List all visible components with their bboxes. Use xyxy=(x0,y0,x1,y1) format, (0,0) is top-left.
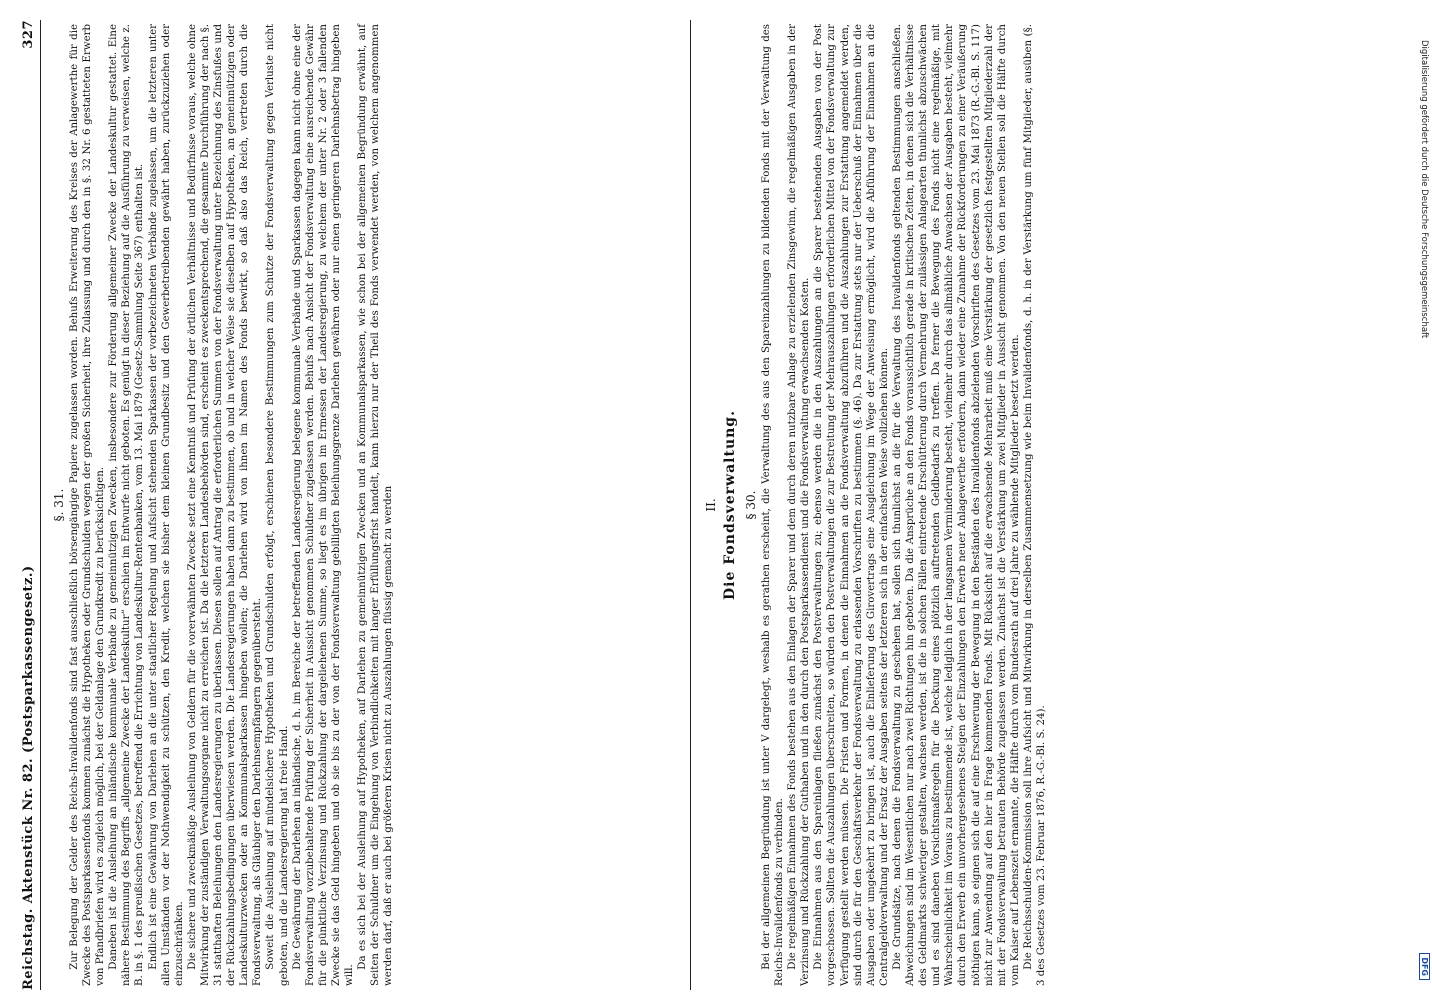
section-title: Die Fondsverwaltung. xyxy=(722,410,738,600)
running-head-left: Reichstag. Aktenstück Nr. 82. (Postsparkassengesetz.) xyxy=(20,565,36,990)
footer-text: Digitalisierung gefördert durch die Deutsche Forschungsgemeinschaft xyxy=(1419,40,1430,339)
page-number: 327 xyxy=(20,20,36,49)
paragraph: Die sichere und zweckmäßige Ausleihung von Geldern für die vorerwähnten Zwecke setzt eine Kenntniß und Prüfung der örtlichen Verhältnisse und Bedürfnisse voraus, welche ohne Mitwirkung der zuständigen Verwaltungsorgane nicht zu erreichen ist. Da die letzteren Landesbehörden sind, erscheint es zweckentsprechend, die gesammte Durchführung der nach §. 31 statthaften Beleihungen den Landesregierungen zu überlassen. Diesen sollen auf Antrag die erforderlichen Summen von der Fondsverwaltung unter Bezeichnung des Zinsfußes und der Rückzahlungsbedingungen überwiesen werden. Die Landesregierungen haben dann zu bestimmen, ob und in welcher Weise sie dieselben auf Hypotheken, an gemeinnützigen oder Landeskulturzwecken oder an Kommunalsparkassen hingeben wollen; die Darlehen wird von ihnen im Namen des Fonds bewirkt, so daß also das Reich, vertreten durch die Fondsverwaltung, als Gläubiger den Darlehnsempfängern gegenübersteht. xyxy=(186,24,264,986)
header-rule xyxy=(40,20,41,990)
column-left xyxy=(698,20,1388,990)
paragraph: Da es sich bei der Ausleihung auf Hypotheken, auf Darlehen zu gemeinnützigen Zwecken und an Kommunalsparkassen, wie schon bei der allgemeinen Begründung erwähnt, auf Seiten der Schuldner um die Eingehung von Verbindlichkeiten mit langer Erfüllungsfrist handelt, kann hierzu nur der Theil des Fonds verwendet werden, von welchem angenommen werden darf, daß er auch bei größeren Krisen nicht zu Auszahlungen flüssig gemacht zu werden xyxy=(357,24,395,986)
column-right xyxy=(46,20,686,990)
rotated-text-frame xyxy=(18,20,1410,990)
paragraph: Die Einnahmen aus den Spareinlagen fließen zunächst den Postverwaltungen zu; ebenso werden die in den Auszahlungen an die Sparer bestehenden Ausgaben von der Post vorgeschossen. Sollten die Auszahlungen überschreiten, so würden den Postverwaltungen die zur Bestreitung der Mehrauszahlungen erforderlichen Mittel von der Fondsverwaltung zur Verfügung gestellt werden müssen. Die Fristen und Formen, in denen die Einnahmen an die Fondsverwaltung abzuführen und die Auszahlungen zur Erstattung angemeldet werden, sind durch die für den Geschäftsverkehr der Fondsverwaltung zu erlassenden Vorschriften zu bestimmen (§. 46). Da zur Erstattung stets nur der Ueberschuß der Einnahmen über die Ausgaben oder umgekehrt zu bringen ist, auch die Einlieferung des Girovertrags eine Ausgleichung im Wege der Anweisung ermöglicht, wird die Abführung der Einnahmen an die Centralgeldverwaltung und der Ersatz der Ausgaben seitens der letzteren sich in der einfachsten Weise vollziehen können. xyxy=(813,24,890,986)
paragraph-label-30: § 30. xyxy=(744,490,758,520)
section-roman: II. xyxy=(704,498,718,512)
left-paragraphs xyxy=(760,20,1048,990)
paragraph: Endlich ist eine Gewährung von Darlehen an die unter staatlicher Regelung und Aufsicht stehenden Sparkassen der vorbezeichneten Verbände zugelassen, um die letzteren unter allen Umständen vor der Nothwendigkeit zu schützen, den Kredit, welchen sie bisher dem kleinen Grundbesitz und den Gewerbetreibenden gewährt haben, zurückzuziehen oder einzuschränken. xyxy=(147,24,185,986)
paragraph: Die Gewährung der Darlehen an inländische, d. h. im Bereiche der betreffenden Landesregierung belegene kommunale Verbände und Sparkassen dagegen kann nicht ohne eine der Fondsverwaltung vorzubehaltende Prüfung der Sicherheit in Aussicht genommen Schuldner zugelassen werden. Behufs nach Ansicht der Fondsverwaltung eine ausreichende Gewähr für die pünktliche Verzinsung und Rückzahlung der dargeliehenen Summe, so liegt es im übrigen im Ermessen der Landesregierung, zu welchem der unter Nr. 2 oder 3 fallenden Zwecke sie das Geld hingeben und ob sie bis zu der von der Fondsverwaltung gebilligten Beleihungsgrenze Darlehen gewähren oder nur einen geringeren Darlehnsbetrag hingeben will. xyxy=(291,24,355,986)
dfg-logo: DFG xyxy=(1419,953,1430,980)
paragraph: Zur Belegung der Gelder des Reichs-Invalidenfonds sind fast ausschließlich börsengängige Papiere zugelassen worden. Behufs Erweiterung des Kreises der Anlagewerthe für die Zwecke des Postsparkassenfonds kommen zunächst die Hypotheken oder Grundschulden wegen der großen Sicherheit, ihre Zulassung und durch den in §. 32 Nr. 6 gestatteten Erwerb von Pfandbriefen wird es zugleich möglich, bei der Geldanlage den Grundkredit zu berücksichtigen. xyxy=(69,24,107,986)
paragraph: Soweit die Ausleihung auf mündelsichere Hypotheken und Grundschulden erfolgt, erschienen besondere Bestimmungen zum Schutze der Fondsverwaltung gegen Verluste nicht geboten, und die Landesregierung hat freie Hand. xyxy=(265,24,290,986)
paragraph: Bei der allgemeinen Begründung ist unter V dargelegt, weshalb es gerathen erscheint, die Verwaltung des aus den Spareinzahlungen zu bildenden Fonds mit der Verwaltung des Reichs-Invalidenfonds zu verbinden. xyxy=(761,24,786,986)
digitization-footer xyxy=(1416,40,1430,980)
paragraph: Die Grundsätze, nach denen die Fondsverwaltung zu geschehen hat, sollen sich thunlichst an die für die Verwaltung des Invalidenfonds geltenden Bestimmungen anschließen. Abweichungen sind im Wesentlichen nur nach zwei Richtungen hin geboten. Da die Ansprüche an den Fonds voraussichtlich gerade in kritischen Zeiten, in denen sich die Verhältnisse des Geldmarkts schwieriger gestalten, wachsen werden, ist die in solchen Fällen eintretende Erschütterung durch Vermehrung der zulässigen Anlagearten thunlichst abzuschwächen und es sind daneben Vorsichtsmaßregeln für die Deckung eines plötzlich auftretenden Geldbedarfs zu treffen. Da ferner die Bewegung des Fonds nicht eine regelmäßige, mit Wahrscheinlichkeit im Voraus zu bestimmende ist, welche lediglich in der langsamen Verminderung besteht, vielmehr durch das allmähliche Anwachsen der Ausgaben besteht, vielmehr durch den Erwerb ein unvorhergesehenes Steigen der Einzahlungen den Erwerb neuer Anlagewerthe erfordern, dann wieder eine Zunahme der Rückforderungen zu einer Veräußerung nöthigen kann, so eignen sich die auf eine Erschwerung der Bewegung in den Beständen des Invalidenfonds abzielenden Vorschriften des Gesetzes vom 23. Mai 1873 (R.-G.-Bl. S. 117) nicht zur Anwendung auf den hier in Frage kommenden Fonds. Mit Rücksicht auf die erwachsende Mehrarbeit muß eine Verstärkung der gesetzlich festgestellten Mitgliederzahl der mit der Fondsverwaltung betrauten Behörde zugelassen werden. Zunächst ist die Verstärkung um zwei Mitglieder in Aussicht genommen. Von den neuen Stellen soll die Hälfte durch vom Kaiser auf Lebenszeit ernannte, die Hälfte durch vom Bundesrath auf drei Jahre zu wählende Mitglieder besetzt werden. xyxy=(891,24,1021,986)
column-divider xyxy=(690,20,691,990)
paragraph: Die regelmäßigen Einnahmen des Fonds bestehen aus den Einlagen der Sparer und dem durch deren nutzbare Anlage zu erzielenden Zinsgewinn, die regelmäßigen Ausgaben in der Verzinsung und Rückzahlung der Guthaben und in den durch den Postsparkassendienst und die Fondsverwaltung erwachsenden Kosten. xyxy=(787,24,812,986)
paragraph-label-31: §. 31. xyxy=(52,488,66,522)
right-paragraphs xyxy=(68,20,395,990)
running-head xyxy=(18,20,38,990)
paragraph: Daneben ist die Ausleihung an inländische kommunale Verbände zu gemeinnützigen Zwecken, insbesondere zur Förderung allgemeiner Zwecke der Landeskultur gestattet. Eine nähere Bestimmung des Begriffs „allgemeine Zwecke der Landeskultur“ erschien im Entwurfe nicht geboten. Es genügt in dieser Beziehung auf die Ausführung zu verweisen, welche z. B. in §. 1 des preußischen Gesetzes, betreffend die Errichtung von Landeskultur-Rentenbanken, vom 13. Mai 1879 (Gesetz-Sammlung Seite 367) enthalten ist. xyxy=(108,24,146,986)
paragraph: Die Reichsschulden-Kommission soll ihre Aufsicht und Mitwirkung in derselben Zusammensetzung wie beim Invalidenfonds, d. h. in der Verstärkung um fünf Mitglieder, ausüben (§. 3 des Gesetzes vom 23. Februar 1876, R.-G.-Bl. S. 24). xyxy=(1022,24,1047,986)
